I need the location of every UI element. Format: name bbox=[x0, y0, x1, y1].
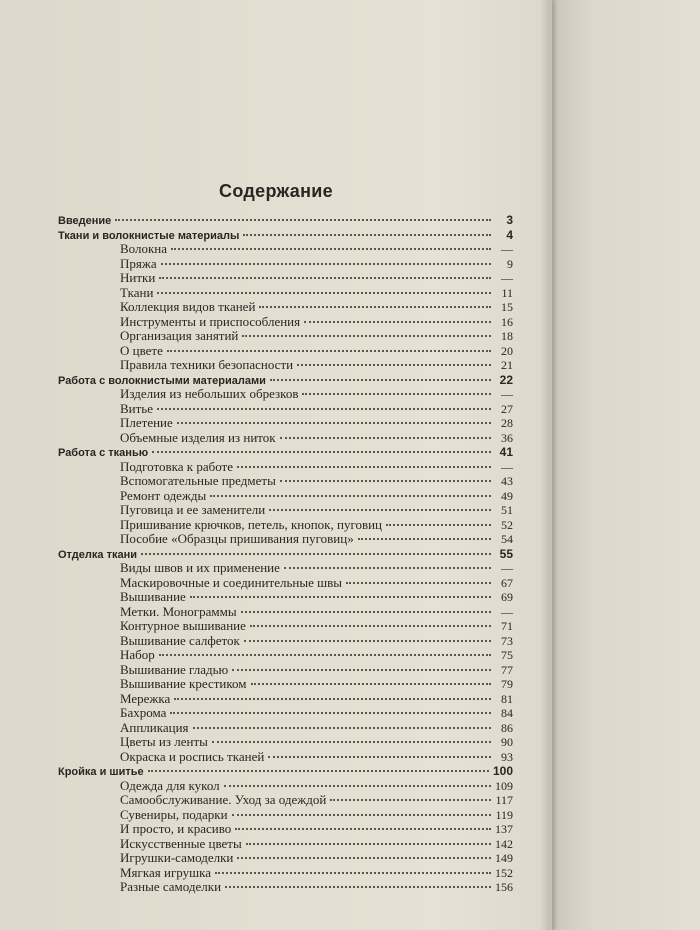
toc-entry bbox=[58, 242, 513, 257]
dot-leader bbox=[280, 435, 491, 439]
toc-page-number: — bbox=[501, 604, 513, 619]
dot-leader bbox=[386, 522, 491, 526]
dot-leader bbox=[159, 652, 491, 656]
toc-entry bbox=[58, 358, 513, 373]
toc-page-number: 109 bbox=[495, 778, 513, 793]
toc-page-number: 9 bbox=[507, 256, 513, 271]
toc-page-number: 21 bbox=[501, 358, 513, 372]
dot-leader bbox=[297, 362, 491, 366]
toc-entry bbox=[58, 822, 513, 837]
toc-entry bbox=[58, 489, 513, 504]
dot-leader bbox=[330, 797, 491, 801]
toc-entry bbox=[58, 329, 513, 344]
dot-leader bbox=[304, 319, 491, 323]
toc-page-number: 142 bbox=[495, 836, 513, 851]
toc-entry-title: Контурное вышивание bbox=[120, 618, 246, 633]
dot-leader bbox=[141, 551, 491, 555]
toc-entry bbox=[58, 663, 513, 678]
toc-entry-title: Пособие «Образцы пришивания пуговиц» bbox=[120, 531, 354, 546]
dot-leader bbox=[212, 739, 491, 743]
dot-leader bbox=[242, 333, 491, 337]
toc-entry bbox=[58, 518, 513, 533]
toc-entry bbox=[58, 402, 513, 417]
toc-entry bbox=[58, 271, 513, 286]
toc-entry-title: Работа с волокнистыми материалами bbox=[58, 374, 266, 387]
toc-entry bbox=[58, 503, 513, 518]
toc-page-number: 20 bbox=[501, 343, 513, 358]
dot-leader bbox=[215, 870, 491, 874]
toc-page-number: 84 bbox=[501, 706, 513, 720]
toc-entry bbox=[58, 300, 513, 315]
toc-entry-title: Ткани bbox=[120, 284, 154, 300]
dot-leader bbox=[235, 826, 491, 830]
dot-leader bbox=[237, 855, 491, 859]
dot-leader bbox=[159, 275, 491, 279]
dot-leader bbox=[161, 261, 491, 265]
toc-entry-title: Вышивание гладью bbox=[120, 661, 229, 677]
toc-entry-title: Кройка и шитье bbox=[58, 766, 144, 778]
facing-page bbox=[548, 0, 700, 930]
dot-leader bbox=[157, 290, 491, 294]
toc-entry-title: И просто, и красиво bbox=[120, 821, 232, 836]
toc-page-number: 79 bbox=[501, 677, 513, 691]
toc-entry bbox=[58, 692, 513, 707]
toc-page-number: 81 bbox=[501, 691, 513, 706]
dot-leader bbox=[268, 754, 491, 758]
toc-entry-title: Игрушки-самоделки bbox=[120, 850, 234, 865]
dot-leader bbox=[269, 507, 491, 511]
toc-entry-title: Разные самоделки bbox=[120, 879, 222, 894]
toc-section-entry bbox=[58, 213, 513, 228]
toc-page-number: 93 bbox=[501, 749, 513, 764]
dot-leader bbox=[224, 783, 491, 787]
dot-leader bbox=[232, 812, 491, 816]
toc-section-entry bbox=[58, 228, 513, 243]
toc-entry-title: Вышивание салфеток bbox=[120, 632, 240, 648]
dot-leader bbox=[174, 696, 491, 700]
dot-leader bbox=[152, 449, 491, 453]
toc-page-number: 152 bbox=[495, 865, 513, 880]
toc-page-number: 137 bbox=[495, 822, 513, 836]
toc-entry bbox=[58, 793, 513, 808]
toc-entry bbox=[58, 576, 513, 591]
toc-page-number: 149 bbox=[495, 851, 513, 865]
dot-leader bbox=[190, 594, 491, 598]
dot-leader bbox=[302, 391, 491, 395]
toc-entry-title: О цвете bbox=[120, 342, 163, 358]
toc-page-number: 22 bbox=[499, 372, 513, 387]
toc-entry-title: Ремонт одежды bbox=[120, 487, 207, 503]
toc-entry bbox=[58, 416, 513, 431]
toc-entry bbox=[58, 808, 513, 823]
toc-entry-title: Вышивание bbox=[120, 589, 186, 604]
toc-page-number: 3 bbox=[506, 213, 513, 227]
toc-entry-title: Цветы из ленты bbox=[120, 734, 208, 749]
toc-page-number: 55 bbox=[499, 546, 513, 561]
toc-entry bbox=[58, 779, 513, 794]
toc-entry bbox=[58, 315, 513, 330]
toc-entry bbox=[58, 474, 513, 489]
dot-leader bbox=[232, 667, 491, 671]
toc-entry-title: Витье bbox=[120, 400, 154, 416]
toc-page-number: — bbox=[501, 271, 513, 285]
toc-page-number: 69 bbox=[501, 590, 513, 604]
toc-entry bbox=[58, 648, 513, 663]
toc-page-number: 67 bbox=[501, 575, 513, 590]
toc-entry-title: Нитки bbox=[120, 270, 156, 285]
toc-entry-title: Одежда для кукол bbox=[120, 777, 220, 793]
toc-entry bbox=[58, 706, 513, 721]
toc-entry bbox=[58, 605, 513, 620]
dot-leader bbox=[284, 565, 491, 569]
toc-section-entry bbox=[58, 547, 513, 562]
dot-leader bbox=[244, 638, 491, 642]
toc-entry-title: Мережка bbox=[120, 690, 171, 706]
toc-entry-title: Бахрома bbox=[120, 705, 167, 720]
toc-page-number: 119 bbox=[495, 807, 513, 822]
toc-entry-title: Пряжа bbox=[120, 255, 157, 271]
toc-entry-title: Работа с тканью bbox=[58, 447, 149, 459]
toc-page-number: 54 bbox=[501, 532, 513, 546]
toc-entry bbox=[58, 750, 513, 765]
toc-entry-title: Отделка ткани bbox=[58, 548, 137, 561]
toc-entry-title: Аппликация bbox=[120, 719, 189, 735]
toc-entry-title: Сувениры, подарки bbox=[120, 806, 228, 822]
toc-entry-title: Организация занятий bbox=[120, 328, 239, 343]
toc-entry-title: Плетение bbox=[120, 415, 173, 430]
dot-leader bbox=[246, 841, 491, 845]
toc-entry bbox=[58, 286, 513, 301]
toc-section-entry bbox=[58, 373, 513, 388]
toc-entry bbox=[58, 431, 513, 446]
dot-leader bbox=[170, 710, 491, 714]
dot-leader bbox=[167, 348, 491, 352]
dot-leader bbox=[177, 420, 491, 424]
toc-page-number: 41 bbox=[499, 445, 513, 459]
page-title: Содержание bbox=[219, 181, 333, 201]
toc-page-number: 90 bbox=[501, 735, 513, 749]
toc-page-number: 16 bbox=[501, 314, 513, 329]
toc-entry-title: Виды швов и их применение bbox=[120, 560, 280, 575]
toc-entry-title: Самообслуживание. Уход за одеждой bbox=[120, 792, 327, 807]
toc-entry-title: Мягкая игрушка bbox=[120, 864, 212, 880]
dot-leader bbox=[148, 768, 489, 772]
toc-page-number: 18 bbox=[501, 329, 513, 343]
toc-entry-title: Объемные изделия из ниток bbox=[120, 429, 276, 445]
dot-leader bbox=[346, 580, 491, 584]
toc-page-number: 156 bbox=[495, 880, 513, 894]
toc-page-number: 51 bbox=[501, 503, 513, 517]
dot-leader bbox=[193, 725, 491, 729]
toc-page-number: 4 bbox=[506, 227, 513, 242]
toc-entry-title: Пуговица и ее заменители bbox=[120, 502, 266, 517]
toc-entry-title: Маскировочные и соединительные швы bbox=[120, 574, 343, 590]
toc-page-number: 52 bbox=[501, 517, 513, 532]
toc-entry-title: Введение bbox=[58, 215, 112, 227]
dot-leader bbox=[225, 884, 491, 888]
toc-entry bbox=[58, 460, 513, 475]
toc-page-number: 15 bbox=[501, 300, 513, 314]
toc-entry bbox=[58, 880, 513, 895]
toc-entry-title: Правила техники безопасности bbox=[120, 357, 294, 372]
toc-entry-title: Ткани и волокнистые материалы bbox=[58, 229, 240, 242]
toc-page-number: — bbox=[501, 561, 513, 575]
toc-entry bbox=[58, 532, 513, 547]
toc-page-number: 28 bbox=[501, 416, 513, 430]
dot-leader bbox=[280, 478, 491, 482]
toc-entry bbox=[58, 721, 513, 736]
toc-entry-title: Искусственные цветы bbox=[120, 835, 242, 851]
toc-page-number: 73 bbox=[501, 633, 513, 648]
toc-page-number: 36 bbox=[501, 430, 513, 445]
toc-entry bbox=[58, 387, 513, 402]
toc-entry bbox=[58, 590, 513, 605]
toc-entry bbox=[58, 735, 513, 750]
toc-page-number: 11 bbox=[501, 285, 513, 300]
toc-entry-title: Вспомогательные предметы bbox=[120, 473, 276, 488]
toc-page-number: 43 bbox=[501, 474, 513, 488]
dot-leader bbox=[241, 609, 491, 613]
toc-entry-title: Волокна bbox=[120, 241, 168, 256]
toc-page-number: 71 bbox=[501, 619, 513, 633]
toc-page-number: 75 bbox=[501, 648, 513, 662]
dot-leader bbox=[251, 681, 492, 685]
toc-page-number: — bbox=[501, 387, 513, 401]
toc-page-number: 27 bbox=[501, 401, 513, 416]
toc-entry-title: Набор bbox=[120, 647, 155, 662]
toc-section-entry bbox=[58, 445, 513, 460]
dot-leader bbox=[270, 377, 491, 381]
toc-entry bbox=[58, 837, 513, 852]
toc-entry-title: Изделия из небольших обрезков bbox=[120, 386, 299, 401]
toc-page-number: 86 bbox=[501, 720, 513, 735]
dot-leader bbox=[157, 406, 491, 410]
dot-leader bbox=[237, 464, 491, 468]
toc-entry-title: Пришивание крючков, петель, кнопок, пуговиц bbox=[120, 516, 383, 532]
dot-leader bbox=[171, 246, 491, 250]
toc-page-number: 100 bbox=[492, 764, 513, 778]
toc-entry bbox=[58, 257, 513, 272]
toc-entry-title: Коллекция видов тканей bbox=[120, 299, 256, 314]
dot-leader bbox=[210, 493, 491, 497]
toc-entry bbox=[58, 344, 513, 359]
toc-page-number: — bbox=[501, 459, 513, 474]
dot-leader bbox=[358, 536, 491, 540]
dot-leader bbox=[115, 217, 491, 221]
toc-entry bbox=[58, 634, 513, 649]
table-of-contents bbox=[58, 213, 513, 895]
toc-entry-title: Метки. Монограммы bbox=[120, 603, 237, 619]
toc-entry bbox=[58, 851, 513, 866]
dot-leader bbox=[243, 232, 491, 236]
toc-entry bbox=[58, 619, 513, 634]
dot-leader bbox=[250, 623, 491, 627]
toc-page-number: — bbox=[501, 242, 513, 256]
toc-page-number: 77 bbox=[501, 662, 513, 677]
toc-entry bbox=[58, 561, 513, 576]
toc-entry bbox=[58, 866, 513, 881]
toc-page-number: 49 bbox=[501, 488, 513, 503]
toc-entry bbox=[58, 677, 513, 692]
toc-entry-title: Подготовка к работе bbox=[120, 458, 233, 474]
toc-page-number: 117 bbox=[495, 793, 513, 807]
dot-leader bbox=[259, 304, 491, 308]
book-gutter bbox=[540, 0, 556, 930]
toc-entry-title: Вышивание крестиком bbox=[120, 676, 247, 691]
toc-section-entry bbox=[58, 764, 513, 779]
toc-entry-title: Инструменты и приспособления bbox=[120, 313, 301, 329]
toc-entry-title: Окраска и роспись тканей bbox=[120, 748, 265, 764]
